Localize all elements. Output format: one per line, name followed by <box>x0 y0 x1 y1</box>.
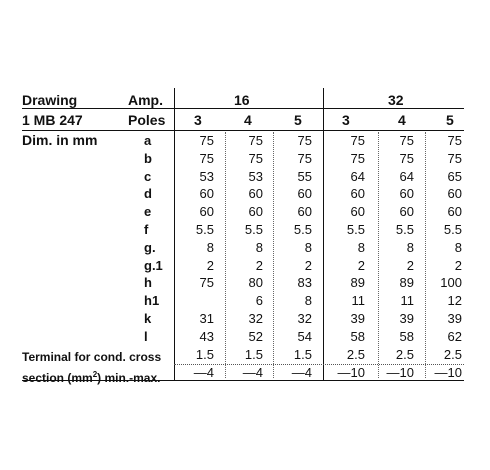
row-value: 60 <box>297 186 312 202</box>
terminal-label-line2 <box>22 367 161 386</box>
row-value: 32 <box>297 311 312 326</box>
terminal-min-value: 2.5 <box>346 347 365 362</box>
header-rule-bottom <box>22 130 464 131</box>
row-value: 8 <box>357 239 365 255</box>
row-label: h <box>144 275 152 291</box>
row-value: 39 <box>350 311 365 326</box>
row-value: 2 <box>304 257 312 273</box>
terminal-min-value: 1.5 <box>244 347 263 362</box>
terminal-min-value: 2.5 <box>443 347 462 362</box>
row-value: 75 <box>399 150 414 166</box>
row-value: 8 <box>304 239 312 255</box>
row-label: e <box>144 204 152 220</box>
poles-label: Poles <box>128 112 166 128</box>
row-value: 58 <box>350 328 365 344</box>
terminal-max-value: —10 <box>386 365 414 380</box>
amp-group-32: 32 <box>388 92 404 108</box>
row-value: 75 <box>447 133 462 148</box>
row-value: 60 <box>350 204 365 220</box>
row-value: 100 <box>440 275 462 291</box>
row-label: g. <box>144 239 156 255</box>
row-value: 75 <box>350 150 365 166</box>
row-label: c <box>144 168 152 184</box>
row-value: 89 <box>399 275 414 291</box>
dotted-divider-3 <box>378 132 379 378</box>
row-value: 31 <box>199 311 214 326</box>
terminal-label-line1: Terminal for cond. cross <box>22 350 162 364</box>
row-value: 12 <box>447 293 462 309</box>
row-label: f <box>144 222 149 237</box>
row-value: 2 <box>255 257 263 273</box>
row-value: 39 <box>399 311 414 326</box>
pole-32-5: 5 <box>446 112 454 128</box>
row-value: 2 <box>454 257 462 273</box>
pole-32-4: 4 <box>398 112 406 128</box>
row-value: 53 <box>248 168 263 184</box>
row-value: 60 <box>199 204 214 220</box>
row-value: 60 <box>399 186 414 202</box>
row-value: 60 <box>399 204 414 220</box>
dotted-divider-4 <box>425 132 426 378</box>
row-label: h1 <box>144 293 160 309</box>
row-value: 65 <box>447 168 462 184</box>
row-value: 8 <box>454 239 462 255</box>
row-label: a <box>144 133 152 148</box>
row-value: 60 <box>248 186 263 202</box>
row-value: 5.5 <box>293 222 312 237</box>
pole-16-5: 5 <box>294 112 302 128</box>
row-label: b <box>144 150 152 166</box>
terminal-max-value: —4 <box>291 365 312 380</box>
row-value: 75 <box>297 133 312 148</box>
row-value: 8 <box>206 239 214 255</box>
divider-left <box>174 88 175 380</box>
row-value: 60 <box>199 186 214 202</box>
row-value: 8 <box>406 239 414 255</box>
row-value: 64 <box>350 168 365 184</box>
amp-label: Amp. <box>128 92 163 108</box>
row-value: 75 <box>199 150 214 166</box>
row-value: 60 <box>447 204 462 220</box>
dotted-divider-1 <box>225 132 226 378</box>
row-value: 43 <box>199 328 214 344</box>
terminal-min-value: 2.5 <box>395 347 414 362</box>
terminal-label-prefix: section (mm <box>22 371 93 385</box>
row-value: 11 <box>400 293 414 309</box>
terminal-max-value: —4 <box>242 365 263 380</box>
row-value: 8 <box>255 239 263 255</box>
row-value: 75 <box>350 133 365 148</box>
row-value: 53 <box>199 168 214 184</box>
row-value: 58 <box>399 328 414 344</box>
dimensions-label: Dim. in mm <box>22 132 98 148</box>
row-value: 55 <box>297 168 312 184</box>
row-value: 8 <box>304 293 312 309</box>
row-value: 11 <box>351 293 365 309</box>
pole-16-4: 4 <box>244 112 252 128</box>
row-value: 5.5 <box>346 222 365 237</box>
pole-16-3: 3 <box>194 112 202 128</box>
row-value: 5.5 <box>395 222 414 237</box>
terminal-label-sup: 2 <box>92 370 98 379</box>
row-value: 54 <box>297 328 312 344</box>
divider-middle <box>323 88 324 380</box>
row-value: 2 <box>206 257 214 273</box>
row-label: d <box>144 186 152 202</box>
row-value: 2 <box>406 257 414 273</box>
pole-32-3: 3 <box>342 112 350 128</box>
row-label: l <box>144 328 148 344</box>
amp-group-16: 16 <box>234 92 250 108</box>
row-value: 75 <box>297 150 312 166</box>
dotted-divider-2 <box>273 132 274 378</box>
row-value: 75 <box>199 133 214 148</box>
drawing-label: Drawing <box>22 92 78 108</box>
row-value: 80 <box>248 275 263 291</box>
row-value: 83 <box>297 275 312 291</box>
terminal-label-suffix: ) min.-max. <box>97 371 161 385</box>
row-label: k <box>144 311 152 326</box>
row-value: 32 <box>248 311 263 326</box>
row-value: 39 <box>447 311 462 326</box>
row-value: 60 <box>350 186 365 202</box>
header-rule-top <box>22 108 464 109</box>
row-value: 5.5 <box>195 222 214 237</box>
terminal-min-value: 1.5 <box>293 347 312 362</box>
row-value: 75 <box>248 150 263 166</box>
row-value: 75 <box>399 133 414 148</box>
row-value: 5.5 <box>244 222 263 237</box>
terminal-min-value: 1.5 <box>195 347 214 362</box>
row-value: 5.5 <box>443 222 462 237</box>
row-value: 60 <box>248 204 263 220</box>
row-value: 62 <box>447 328 462 344</box>
row-value: 52 <box>248 328 263 344</box>
terminal-max-value: —10 <box>434 365 462 380</box>
terminal-max-value: —4 <box>193 365 214 380</box>
terminal-dotted-rule <box>174 364 464 365</box>
row-value: 2 <box>357 257 365 273</box>
row-value: 75 <box>199 275 214 291</box>
row-value: 75 <box>248 133 263 148</box>
row-value: 60 <box>447 186 462 202</box>
row-value: 89 <box>350 275 365 291</box>
terminal-max-value: —10 <box>337 365 365 380</box>
row-value: 75 <box>447 150 462 166</box>
row-value: 60 <box>297 204 312 220</box>
row-value: 64 <box>399 168 414 184</box>
row-label: g.1 <box>144 257 163 273</box>
drawing-number: 1 MB 247 <box>22 112 83 128</box>
row-value: 6 <box>255 293 263 309</box>
